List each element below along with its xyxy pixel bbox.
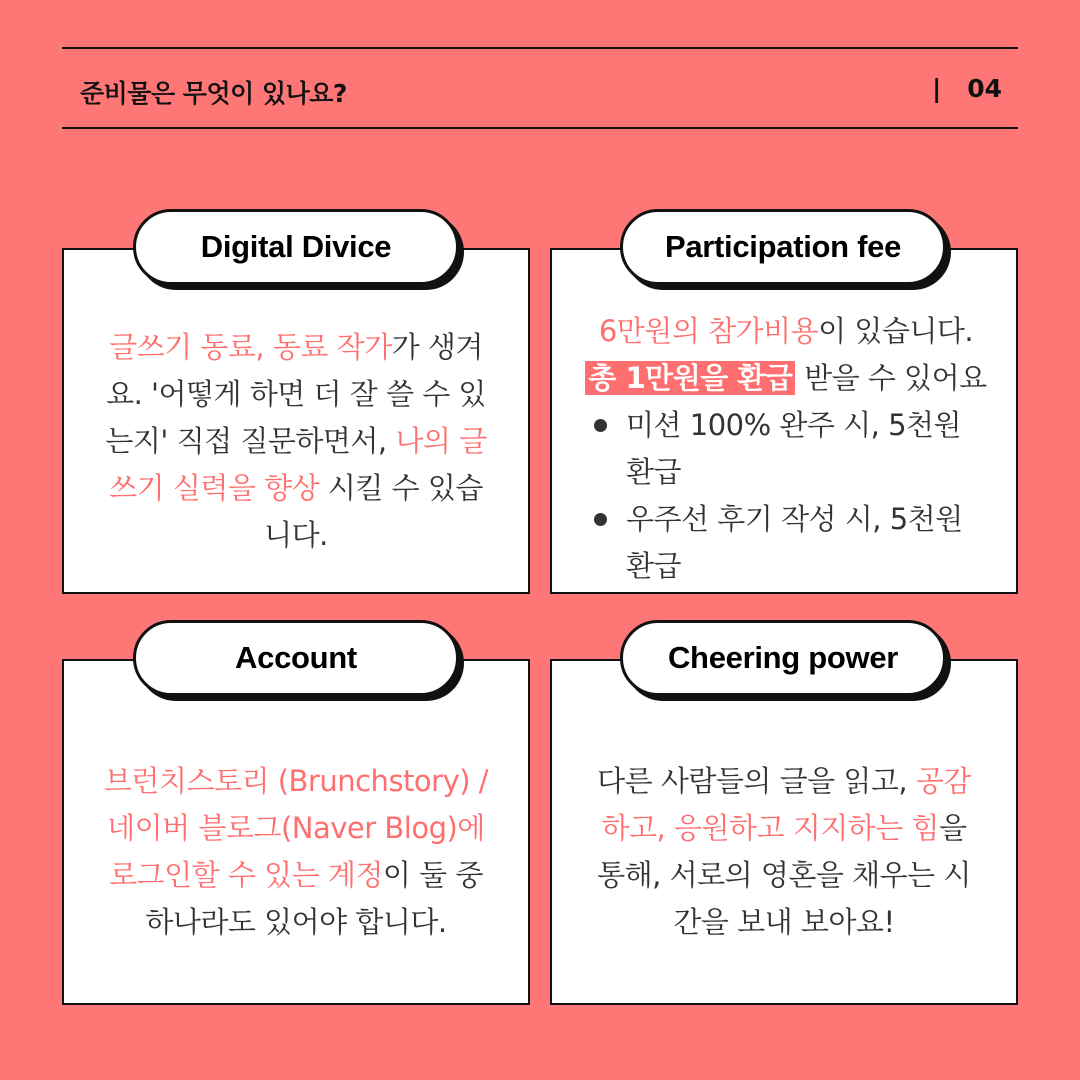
- body-text: 가 생겨요. '어떻게 하면 더 잘 쓸 수 있는지' 직접 질문하면서,: [105, 330, 486, 458]
- page-number: 04: [967, 74, 1002, 103]
- body-text: 받을 수 있어요: [795, 361, 987, 395]
- highlight-text: 나의 글쓰기 실력을 향상: [109, 424, 487, 505]
- highlight-box-text: 총 1만원을 환급: [585, 361, 795, 395]
- body-text: 시킬 수 있습니다.: [264, 471, 483, 552]
- body-text: 다른 사람들의 글을 읽고,: [597, 764, 916, 798]
- highlight-text: 브런치스토리 (Brunchstory) / 네이버 블로그(Naver Blog)에 로그인할 수 있는 계정: [103, 764, 489, 892]
- card-label-participation-fee: Participation fee: [620, 209, 946, 285]
- card-body-text: [586, 758, 982, 946]
- highlight-text: 공감하고, 응원하고 지지하는 힘: [601, 764, 971, 845]
- card-participation-fee: [550, 248, 1018, 594]
- page-title: 준비물은 무엇이 있나요?: [80, 79, 347, 108]
- page-separator: |: [932, 74, 942, 103]
- bullet-icon: [594, 513, 607, 526]
- body-text: 이 둘 중 하나라도 있어야 합니다.: [145, 858, 483, 939]
- bullet-icon: [594, 419, 607, 432]
- card-label-account: Account: [133, 620, 459, 696]
- fee-line-2: [576, 355, 996, 402]
- card-label-digital-device: Digital Divice: [133, 209, 459, 285]
- list-item: [576, 496, 996, 590]
- body-text: 을 통해, 서로의 영혼을 채우는 시간을 보내 보아요!: [597, 811, 971, 939]
- card-digital-device: [62, 248, 530, 594]
- refund-list: [576, 402, 996, 590]
- body-text: 이 있습니다.: [818, 314, 974, 348]
- highlight-text: 6만원의 참가비용: [598, 314, 819, 348]
- header-bottom-rule: [62, 127, 1018, 129]
- card-body-text: [98, 758, 494, 946]
- card-account: [62, 659, 530, 1005]
- card-cheering-power: [550, 659, 1018, 1005]
- card-body-text: [576, 308, 996, 590]
- list-item: [576, 402, 996, 496]
- list-item-text: 우주선 후기 작성 시, 5천원 환급: [626, 502, 963, 583]
- header-top-rule: [62, 47, 1018, 49]
- fee-line-1: [576, 308, 996, 355]
- highlight-text: 글쓰기 동료, 동료 작가: [109, 330, 392, 364]
- list-item-text: 미션 100% 완주 시, 5천원 환급: [626, 408, 962, 489]
- page-indicator: [932, 74, 1002, 103]
- card-body-text: [98, 324, 494, 559]
- card-label-cheering-power: Cheering power: [620, 620, 946, 696]
